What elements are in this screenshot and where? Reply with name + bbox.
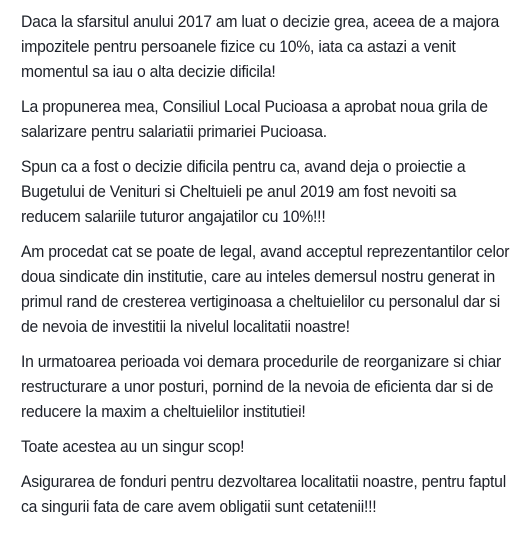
paragraph-4: Am procedat cat se poate de legal, avand acceptul reprezentantilor celor doua sindicate din institutie, care au inteles demersul nostru generat in primul rand de cresterea vertiginoasa a cheltuielilor cu personalul dar si de nevoia de investitii la nivelul localitatii noastre!	[21, 243, 510, 336]
paragraph-5: In urmatoarea perioada voi demara procedurile de reorganizare si chiar restructurare a unor posturi, pornind de la nevoia de eficienta dar si de reducere la maxim a cheltuielilor institutiei!	[21, 353, 501, 421]
paragraph-3: Spun ca a fost o decizie dificila pentru ca, avand deja o proiectie a Bugetului de Venituri si Cheltuieli pe anul 2019 am fost nevoiti sa reducem salariile tuturor angajatilor cu 10%!!!	[21, 158, 466, 226]
paragraph-7: Asigurarea de fonduri pentru dezvoltarea localitatii noastre, pentru faptul ca singurii fata de care avem obligatii sunt cetatenii!!!	[21, 473, 506, 516]
paragraph-1: Daca la sfarsitul anului 2017 am luat o decizie grea, aceea de a majora impozitele pentru persoanele fizice cu 10%, iata ca astazi a venit momentul sa iau o alta decizie dificila!	[21, 13, 500, 81]
paragraph-2: La propunerea mea, Consiliul Local Pucioasa a aprobat noua grila de salarizare pentru salariatii primariei Pucioasa.	[21, 98, 488, 141]
paragraph-6: Toate acestea au un singur scop!	[21, 438, 245, 456]
